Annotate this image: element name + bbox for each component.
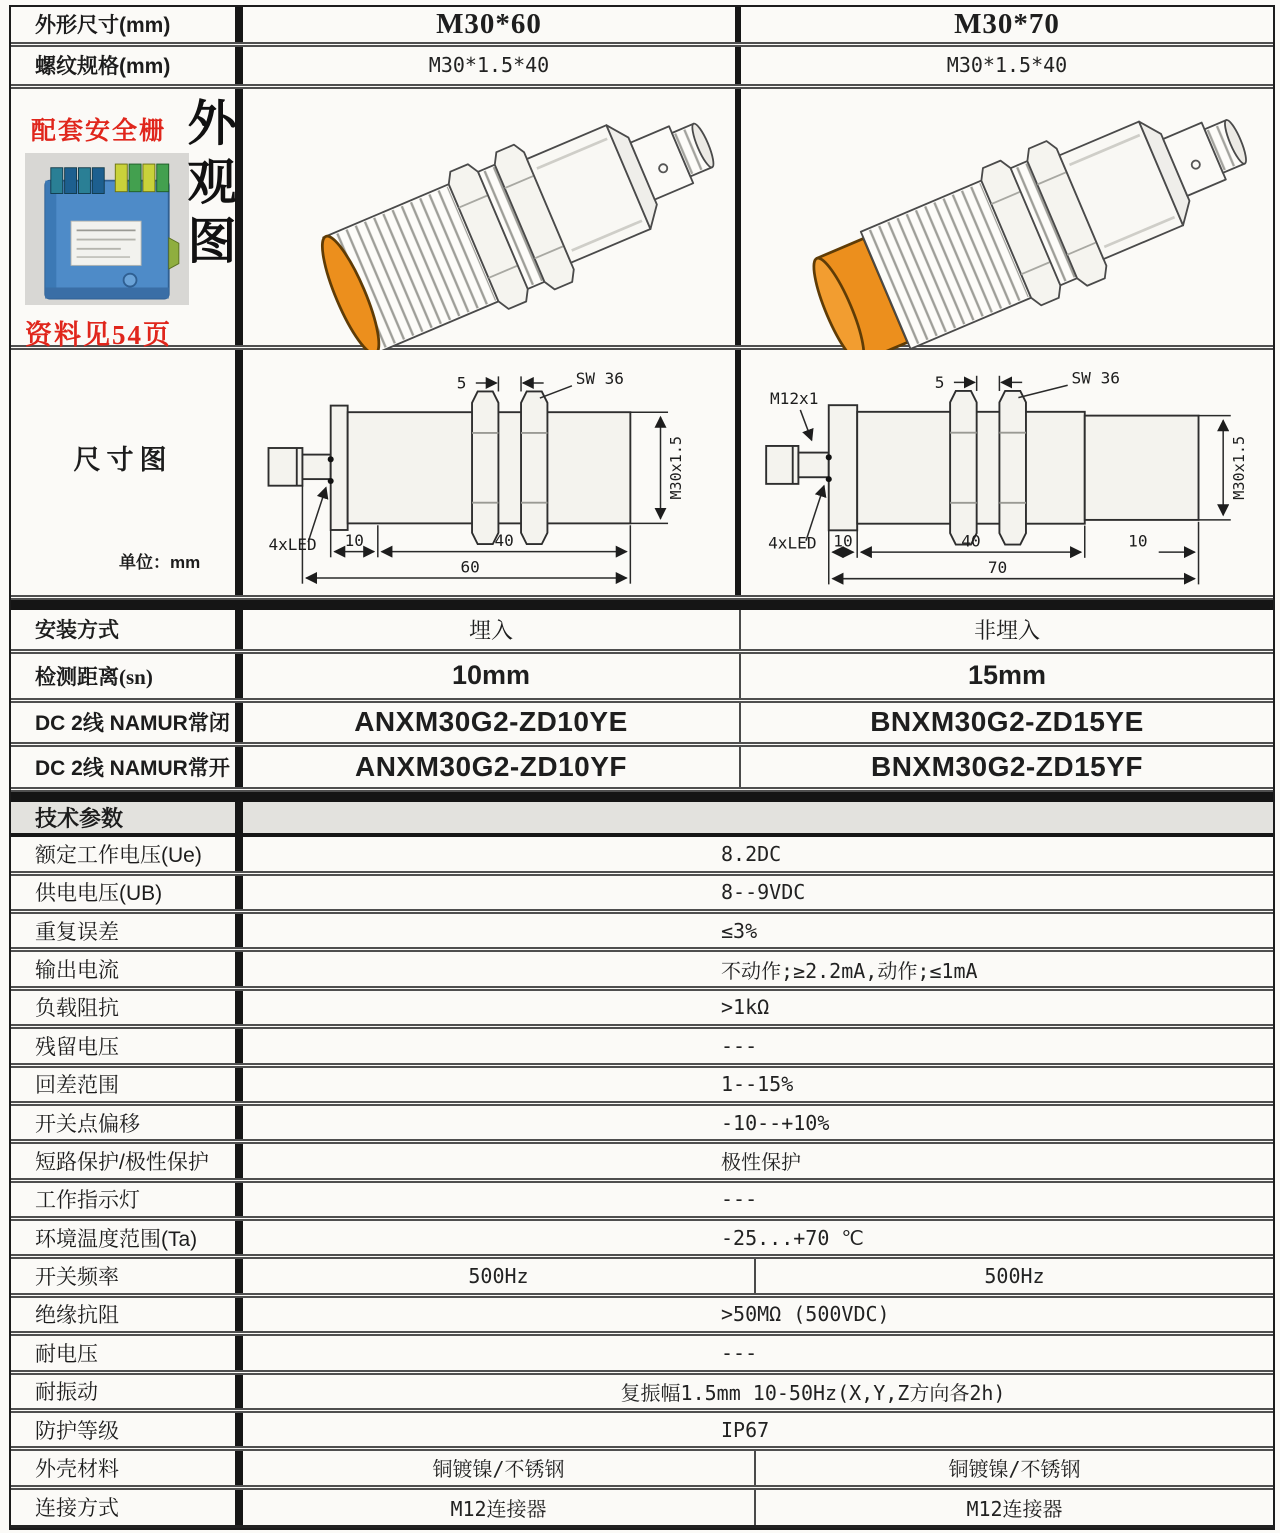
spec-label-text: 残留电压 xyxy=(35,1035,119,1059)
spec-row-supply-voltage xyxy=(11,876,1273,914)
outline-size-label xyxy=(11,7,243,42)
namur-no-label xyxy=(11,747,243,787)
spec-value: 复振幅1.5mm 10-50Hz(X,Y,Z方向各2h) xyxy=(620,1380,1006,1405)
spec-row-switchpoint-drift xyxy=(11,1106,1273,1144)
dimension-drawing-flush xyxy=(243,350,741,595)
tech-params-header-fill xyxy=(243,802,1273,833)
spec-label-text: 耐电压 xyxy=(35,1342,98,1366)
spec-value: ≤3% xyxy=(721,918,758,943)
spec-row-housing-material xyxy=(11,1451,1273,1489)
product-a-mounting: 埋入 xyxy=(243,610,741,649)
product-b-model-nc: BNXM30G2-ZD15YE xyxy=(870,706,1144,738)
dimensions-side-cell xyxy=(11,350,243,595)
spec-value-cell xyxy=(243,1375,1273,1408)
sensor-photo-flush xyxy=(243,89,741,345)
spec-label xyxy=(11,1068,243,1101)
spec-value-cell xyxy=(243,1183,1273,1216)
spec-value-b: 铜镀镍/不锈钢 xyxy=(948,1457,1081,1482)
spec-row-insulation xyxy=(11,1298,1273,1336)
namur-nc-label-text: DC 2线 NAMUR常闭 xyxy=(35,712,230,736)
spec-label-text: 回差范围 xyxy=(35,1074,119,1098)
spec-row-rated-voltage xyxy=(11,837,1273,875)
spec-label xyxy=(11,1413,243,1446)
spec-label xyxy=(11,1336,243,1369)
product-a-model-nc: ANXM30G2-ZD10YE xyxy=(243,703,741,743)
spec-value: 8--9VDC xyxy=(721,880,806,905)
nonflush-dimension-drawing xyxy=(751,351,1263,594)
spec-label xyxy=(11,1259,243,1292)
spec-row-withstand-voltage xyxy=(11,1336,1273,1374)
spec-label xyxy=(11,991,243,1024)
dim-thread-label: M30x1.5 xyxy=(667,435,686,500)
row-dimensions xyxy=(11,350,1273,600)
spec-value-cell xyxy=(243,837,1273,870)
dim-gap-label: 5 xyxy=(934,372,945,392)
product-a-distance: 10mm xyxy=(243,654,741,698)
row-namur-nc xyxy=(11,703,1273,748)
dim-connector-label: M12x1 xyxy=(769,389,819,409)
row-namur-no xyxy=(11,747,1273,792)
dim-wrench-label: SW 36 xyxy=(575,368,624,388)
spec-value-cell xyxy=(243,1221,1273,1254)
spec-label xyxy=(11,1298,243,1331)
spec-row-repeat-error xyxy=(11,914,1273,952)
spec-value-cell xyxy=(243,1298,1273,1331)
spec-row-switching-frequency xyxy=(11,1259,1273,1297)
safety-barrier-banner: 配套安全栅 xyxy=(31,117,167,145)
section-divider-band xyxy=(11,600,1273,610)
product-a-size: M30*60 xyxy=(243,7,741,42)
spec-row-connection xyxy=(11,1490,1273,1528)
spec-label xyxy=(11,1451,243,1484)
spec-label-text: 开关频率 xyxy=(35,1266,119,1290)
dim-d2-label: 40 xyxy=(494,530,514,550)
spec-value: 不动作;≥2.2mA,动作;≤1mA xyxy=(721,958,978,983)
mounting-label xyxy=(11,610,243,649)
tech-params-title xyxy=(11,802,243,833)
thread-spec-label-text: 螺纹规格(mm) xyxy=(35,55,171,79)
sensing-distance-label xyxy=(11,654,243,698)
spec-value-cell xyxy=(243,1144,1273,1177)
spec-value: --- xyxy=(721,1340,758,1365)
dim-total-label: 60 xyxy=(460,557,480,577)
spec-label-text: 连接方式 xyxy=(35,1497,119,1521)
spec-value-cell-b xyxy=(756,1259,1273,1292)
dim-d3-label: 10 xyxy=(1128,531,1148,551)
sensor-photo-nonflush xyxy=(741,89,1273,345)
spec-label xyxy=(11,1029,243,1062)
spec-value-cell xyxy=(243,1106,1273,1139)
nonflush-sensor-illustration xyxy=(760,67,1255,367)
spec-value: IP67 xyxy=(721,1417,770,1442)
spec-value-cell xyxy=(243,1336,1273,1369)
spec-value-cell xyxy=(243,914,1273,947)
spec-value-cell xyxy=(243,876,1273,909)
tech-params-title-text: 技术参数 xyxy=(35,806,124,832)
sensing-distance-label-text: 检测距离(sn) xyxy=(35,664,153,689)
flush-dimension-drawing xyxy=(244,351,734,594)
dim-d1-label: 10 xyxy=(344,530,364,550)
product-b-mounting: 非埋入 xyxy=(973,617,1040,643)
spec-label xyxy=(11,1375,243,1408)
spec-label xyxy=(11,1183,243,1216)
mounting-label-text: 安装方式 xyxy=(35,618,119,643)
dim-gap-label: 5 xyxy=(456,373,467,393)
spec-label xyxy=(11,1221,243,1254)
dim-d1-label: 10 xyxy=(833,531,853,551)
dim-d2-label: 40 xyxy=(961,531,981,551)
spec-label xyxy=(11,1144,243,1177)
spec-value-cell xyxy=(243,991,1273,1024)
spec-label-text: 额定工作电压(Ue) xyxy=(35,843,202,867)
spec-value-b: 500Hz xyxy=(984,1264,1045,1289)
spec-label-text: 绝缘抗阻 xyxy=(35,1304,119,1328)
thread-spec-label xyxy=(11,47,243,84)
product-a-model-no: ANXM30G2-ZD10YF xyxy=(243,747,741,787)
dim-led-label: 4xLED xyxy=(768,533,817,553)
dim-thread-label: M30x1.5 xyxy=(1230,435,1249,500)
spec-label xyxy=(11,952,243,985)
product-b-thread: M30*1.5*40 xyxy=(946,53,1068,78)
see-page-banner: 资料见54页 xyxy=(25,319,172,350)
spec-value-a: 铜镀镍/不锈钢 xyxy=(432,1457,565,1482)
spec-label-text: 短路保护/极性保护 xyxy=(35,1150,209,1174)
spec-value: >50MΩ (500VDC) xyxy=(721,1302,890,1327)
spec-value-a: 500Hz xyxy=(468,1264,529,1289)
spec-label-text: 重复误差 xyxy=(35,920,119,944)
spec-value: -10--+10% xyxy=(721,1110,830,1135)
product-a-thread: M30*1.5*40 xyxy=(243,47,741,84)
spec-row-output-current xyxy=(11,952,1273,990)
spec-value: 极性保护 xyxy=(721,1150,801,1175)
row-mounting xyxy=(11,610,1273,654)
dimensions-section-title: 尺寸图 xyxy=(73,444,173,475)
dimensions-unit-label: 单位：mm xyxy=(119,552,201,572)
spec-value-b: M12连接器 xyxy=(966,1496,1063,1521)
spec-table xyxy=(9,5,1275,1530)
spec-label-text: 输出电流 xyxy=(35,959,119,983)
spec-value-cell-a xyxy=(243,1451,756,1484)
spec-label xyxy=(11,1106,243,1139)
spec-value: --- xyxy=(721,1033,758,1058)
dim-total-label: 70 xyxy=(987,557,1008,577)
spec-value: 1--15% xyxy=(721,1072,794,1097)
spec-value-cell xyxy=(243,1413,1273,1446)
spec-row-vibration xyxy=(11,1375,1273,1413)
spec-row-indicator xyxy=(11,1183,1273,1221)
spec-label-text: 工作指示灯 xyxy=(35,1189,140,1213)
appearance-section-title: 外观图 xyxy=(181,96,236,274)
spec-value: 8.2DC xyxy=(721,841,782,866)
spec-row-hysteresis xyxy=(11,1068,1273,1106)
spec-value: -25...+70 ℃ xyxy=(721,1225,864,1250)
spec-label-text: 供电电压(UB) xyxy=(35,882,163,906)
spec-row-residual-voltage xyxy=(11,1029,1273,1067)
spec-label-text: 外壳材料 xyxy=(35,1457,119,1481)
spec-value-cell-b xyxy=(756,1490,1273,1525)
spec-value: --- xyxy=(721,1187,758,1212)
row-sensing-distance xyxy=(11,654,1273,703)
product-b-distance: 15mm xyxy=(967,660,1047,691)
safety-barrier-photo xyxy=(25,153,189,305)
spec-label-text: 负载阻抗 xyxy=(35,997,119,1021)
spec-label-text: 防护等级 xyxy=(35,1419,119,1443)
product-b-model-no: BNXM30G2-ZD15YF xyxy=(870,751,1143,783)
spec-label-text: 环境温度范围(Ta) xyxy=(35,1227,198,1251)
spec-value-cell xyxy=(243,952,1273,985)
spec-value-cell-a xyxy=(243,1259,756,1292)
spec-label-text: 耐振动 xyxy=(35,1381,98,1405)
spec-value-a: M12连接器 xyxy=(450,1496,547,1521)
safety-barrier-module-illustration xyxy=(28,153,186,305)
spec-value-cell-a xyxy=(243,1490,756,1525)
spec-value-cell xyxy=(243,1068,1273,1101)
appearance-side-cell xyxy=(11,89,243,350)
row-appearance xyxy=(11,89,1273,350)
spec-label xyxy=(11,837,243,870)
spec-row-protection xyxy=(11,1144,1273,1182)
section-divider-band xyxy=(11,792,1273,802)
namur-nc-label xyxy=(11,703,243,743)
spec-value-cell xyxy=(243,1029,1273,1062)
row-tech-params-header xyxy=(11,802,1273,837)
namur-no-label-text: DC 2线 NAMUR常开 xyxy=(35,757,230,781)
dim-led-label: 4xLED xyxy=(268,534,317,554)
row-outline-size xyxy=(11,7,1273,47)
spec-row-ip-rating xyxy=(11,1413,1273,1451)
spec-label xyxy=(11,1490,243,1525)
product-b-size: M30*70 xyxy=(954,7,1060,40)
spec-label xyxy=(11,914,243,947)
outline-size-label-text: 外形尺寸(mm) xyxy=(35,14,171,38)
flush-sensor-illustration xyxy=(258,67,720,367)
spec-row-load-impedance xyxy=(11,991,1273,1029)
spec-value-cell-b xyxy=(756,1451,1273,1484)
spec-label-text: 开关点偏移 xyxy=(35,1112,140,1136)
spec-value: >1kΩ xyxy=(721,995,770,1020)
spec-label xyxy=(11,876,243,909)
spec-row-ambient-temp xyxy=(11,1221,1273,1259)
dimension-drawing-nonflush xyxy=(741,350,1273,595)
dim-wrench-label: SW 36 xyxy=(1071,368,1120,388)
